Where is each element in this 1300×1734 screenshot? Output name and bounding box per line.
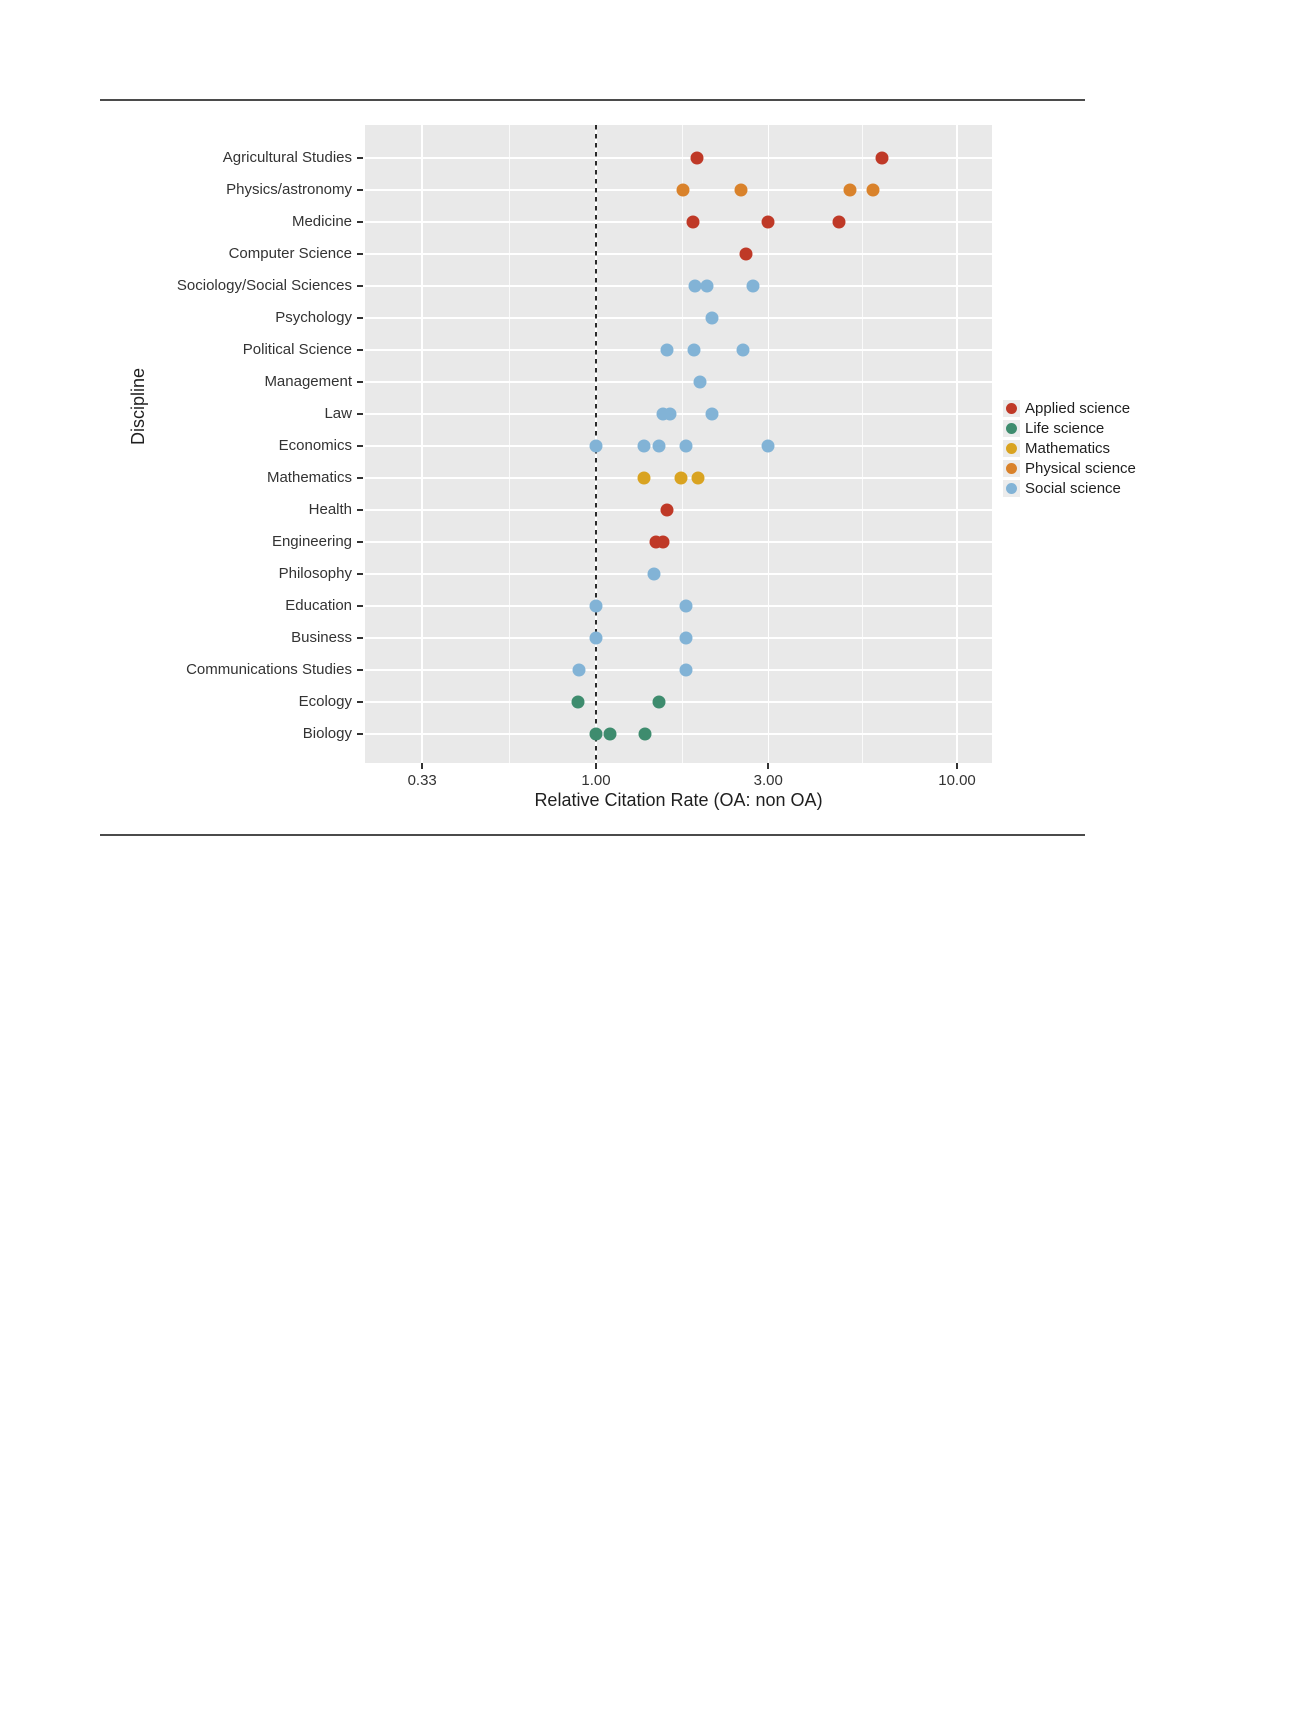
data-point — [739, 248, 752, 261]
data-point — [680, 600, 693, 613]
category-label: Communications Studies — [186, 661, 352, 678]
data-point — [746, 280, 759, 293]
y-tick-mark — [357, 669, 363, 671]
legend-key — [1003, 420, 1020, 437]
category-label: Political Science — [242, 341, 352, 358]
gridline-horizontal — [365, 317, 992, 318]
gridline-horizontal — [365, 445, 992, 446]
data-point — [734, 184, 747, 197]
legend-swatch-icon — [1006, 463, 1017, 474]
gridline-major — [956, 125, 957, 763]
data-point — [680, 664, 693, 677]
category-label: Sociology/Social Sciences — [176, 277, 352, 294]
data-point — [706, 312, 719, 325]
y-tick-mark — [357, 413, 363, 415]
y-tick-mark — [357, 253, 363, 255]
data-point — [676, 184, 689, 197]
data-point — [688, 344, 701, 357]
gridline-horizontal — [365, 573, 992, 574]
y-tick-mark — [357, 189, 363, 191]
category-label: Agricultural Studies — [222, 149, 352, 166]
gridline-horizontal — [365, 349, 992, 350]
legend-label: Life science — [1025, 419, 1105, 437]
data-point — [603, 728, 616, 741]
category-label: Business — [291, 629, 352, 646]
data-point — [638, 440, 651, 453]
gridline-horizontal — [365, 733, 992, 734]
data-point — [832, 216, 845, 229]
gridline-major — [421, 125, 422, 763]
x-tick-label: 10.00 — [938, 772, 976, 789]
y-tick-mark — [357, 285, 363, 287]
legend-label: Social science — [1025, 479, 1121, 497]
x-tick-mark — [956, 763, 958, 769]
x-tick-label: 3.00 — [753, 772, 783, 789]
data-point — [693, 376, 706, 389]
legend-item — [1003, 418, 1136, 438]
data-point — [762, 216, 775, 229]
data-point — [638, 472, 651, 485]
y-tick-mark — [357, 317, 363, 319]
category-label: Biology — [302, 725, 352, 742]
legend-label: Physical science — [1025, 459, 1136, 477]
legend-key — [1003, 480, 1020, 497]
legend-swatch-icon — [1006, 443, 1017, 454]
data-point — [648, 568, 661, 581]
data-point — [571, 696, 584, 709]
legend — [1003, 398, 1136, 498]
data-point — [690, 152, 703, 165]
data-point — [656, 536, 669, 549]
y-tick-mark — [357, 733, 363, 735]
data-point — [639, 728, 652, 741]
category-label: Law — [324, 405, 352, 422]
gridline-minor — [509, 125, 510, 763]
legend-key — [1003, 400, 1020, 417]
data-point — [679, 632, 692, 645]
legend-item — [1003, 398, 1136, 418]
y-tick-mark — [357, 381, 363, 383]
data-point — [736, 344, 749, 357]
legend-swatch-icon — [1006, 423, 1017, 434]
data-point — [660, 344, 673, 357]
y-tick-mark — [357, 605, 363, 607]
data-point — [692, 472, 705, 485]
gridline-minor — [862, 125, 863, 763]
gridline-horizontal — [365, 413, 992, 414]
gridline-horizontal — [365, 381, 992, 382]
figure-top-rule — [100, 99, 1085, 101]
data-point — [843, 184, 856, 197]
data-point — [652, 440, 665, 453]
y-tick-mark — [357, 445, 363, 447]
gridline-horizontal — [365, 541, 992, 542]
data-point — [866, 184, 879, 197]
gridline-horizontal — [365, 701, 992, 702]
y-tick-mark — [357, 157, 363, 159]
category-label: Economics — [278, 437, 352, 454]
data-point — [680, 440, 693, 453]
data-point — [701, 280, 714, 293]
legend-item — [1003, 458, 1136, 478]
legend-swatch-icon — [1006, 483, 1017, 494]
legend-label: Applied science — [1025, 399, 1131, 417]
x-tick-mark — [421, 763, 423, 769]
y-tick-mark — [357, 349, 363, 351]
x-tick-mark — [767, 763, 769, 769]
plot-panel — [365, 125, 992, 763]
data-point — [590, 728, 603, 741]
figure-bottom-rule — [100, 834, 1085, 836]
gridline-horizontal — [365, 157, 992, 158]
legend-swatch-icon — [1006, 403, 1017, 414]
category-label: Management — [264, 373, 352, 390]
category-label: Education — [285, 597, 352, 614]
gridline-horizontal — [365, 285, 992, 286]
data-point — [590, 440, 603, 453]
data-point — [876, 152, 889, 165]
category-label: Computer Science — [228, 245, 352, 262]
category-label: Philosophy — [278, 565, 352, 582]
y-tick-mark — [357, 701, 363, 703]
y-tick-mark — [357, 509, 363, 511]
y-tick-mark — [357, 477, 363, 479]
category-label: Physics/astronomy — [226, 181, 352, 198]
data-point — [675, 472, 688, 485]
legend-label: Mathematics — [1025, 439, 1111, 457]
category-label: Mathematics — [266, 469, 352, 486]
legend-key — [1003, 440, 1020, 457]
gridline-horizontal — [365, 509, 992, 510]
x-tick-label: 0.33 — [407, 772, 437, 789]
data-point — [660, 504, 673, 517]
y-axis-title: Discipline — [128, 367, 149, 446]
category-label: Ecology — [298, 693, 352, 710]
data-point — [762, 440, 775, 453]
category-label: Medicine — [291, 213, 352, 230]
y-tick-mark — [357, 637, 363, 639]
gridline-horizontal — [365, 253, 992, 254]
y-tick-mark — [357, 541, 363, 543]
data-point — [573, 664, 586, 677]
data-point — [663, 408, 676, 421]
category-label: Engineering — [271, 533, 352, 550]
x-tick-mark — [595, 763, 597, 769]
data-point — [706, 408, 719, 421]
data-point — [590, 600, 603, 613]
y-tick-mark — [357, 221, 363, 223]
data-point — [652, 696, 665, 709]
legend-item — [1003, 478, 1136, 498]
category-label: Psychology — [275, 309, 352, 326]
data-point — [687, 216, 700, 229]
legend-key — [1003, 460, 1020, 477]
data-point — [590, 632, 603, 645]
gridline-horizontal — [365, 221, 992, 222]
category-label: Health — [308, 501, 352, 518]
gridline-horizontal — [365, 669, 992, 670]
legend-item — [1003, 438, 1136, 458]
x-axis-title: Relative Citation Rate (OA: non OA) — [534, 790, 823, 810]
x-tick-label: 1.00 — [581, 772, 611, 789]
gridline-horizontal — [365, 605, 992, 606]
y-tick-mark — [357, 573, 363, 575]
